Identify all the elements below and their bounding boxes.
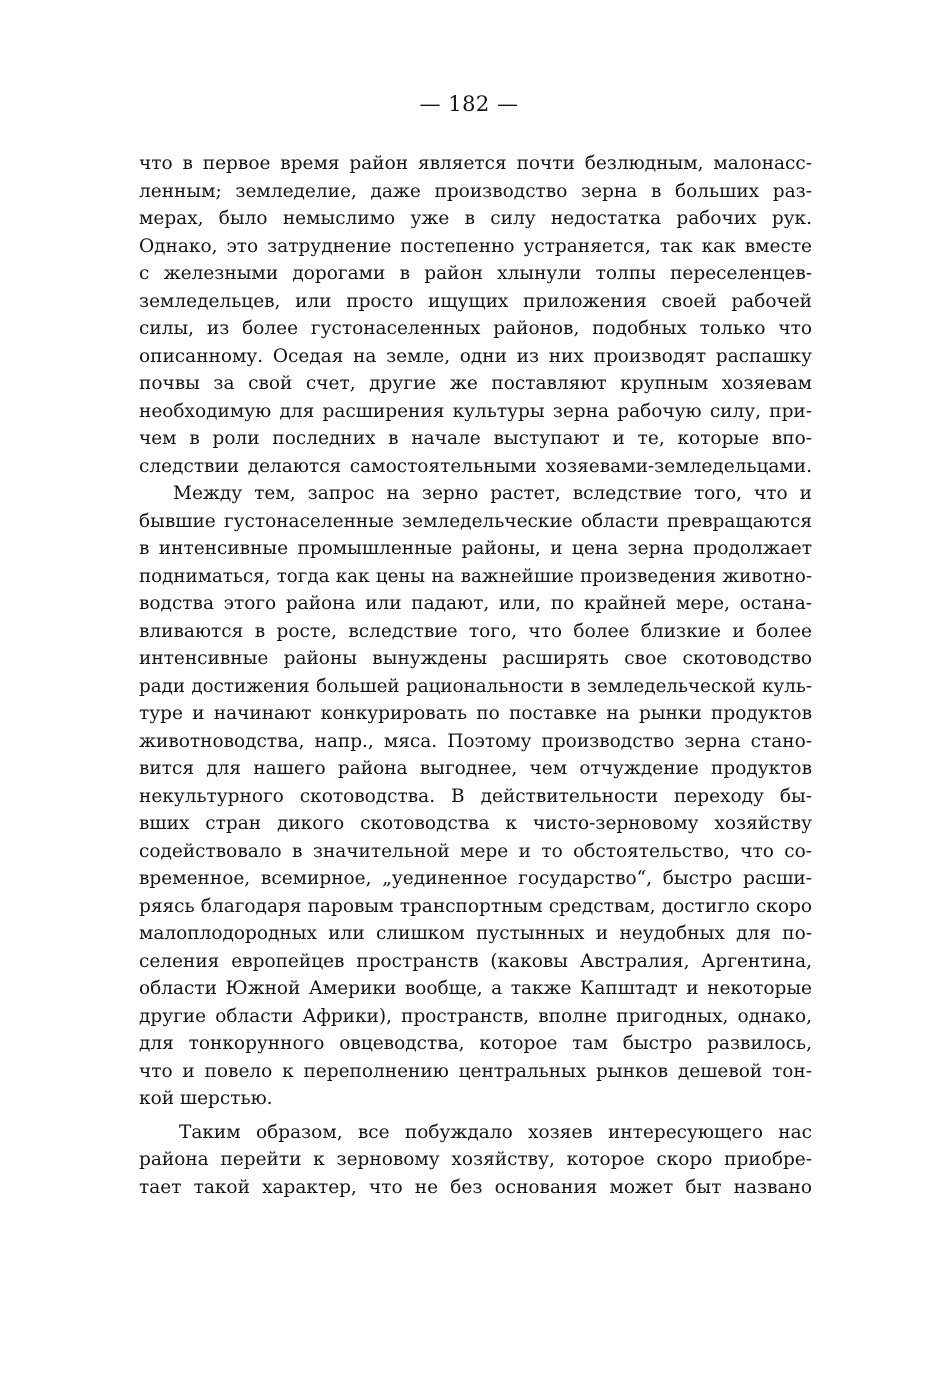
text-line: области Южной Америки вообще, а также Капштадт и некоторые [139,978,812,999]
text-line: интенсивные районы вынуждены расширять свое скотоводство [139,648,812,669]
text-line: что в первое время район является почти безлюдным, малонасс- [139,153,812,174]
text-line: мерах, было немыслимо уже в силу недостатка рабочих рук. [139,208,812,229]
text-line: временное, всемирное, „уединенное государство“, быстро расши- [139,868,812,889]
text-line: земледельцев, или просто ищущих приложения своей рабочей [139,290,812,312]
text-line: тает такой характер, что не без основания может быт названо [139,1176,812,1198]
paragraph-3 [139,1119,812,1202]
text-line: следствии делаются самостоятельными хозяевами-земледельцами. [139,455,812,477]
text-line: района перейти к зерновому хозяйству, которое скоро приобре- [139,1149,812,1170]
text-line: почвы за свой счет, другие же поставляют крупным хозяевам [139,373,812,394]
text-line: животноводства, напр., мяса. Поэтому производство зерна стано- [139,730,812,752]
text-line: малоплодородных или слишком пустынных и неудобных для по- [139,923,812,944]
text-line: описанному. Оседая на земле, одни из них производят распашку [139,345,812,367]
body-text [139,150,812,1201]
text-line: силы, из более густонаселенных районов, подобных только что [139,318,812,339]
text-line: в интенсивные промышленные районы, и цена зерна продолжает [139,538,812,559]
text-line: что и повело к переполнению центральных рынков дешевой тон- [139,1060,812,1082]
text-line: Однако, это затруднение постепенно устраняется, так как вместе [139,235,812,257]
text-line: чем в роли последних в начале выступают и те, которые впо- [139,428,812,449]
text-line: Между тем, запрос на зерно растет, вследствие того, что и [173,483,812,504]
text-line: Таким образом, все побуждало хозяев интересующего нас [179,1121,812,1143]
text-line: селения европейцев пространств (каковы Австралия, Аргентина, [139,950,812,972]
text-line: кой шерстью. [139,1088,273,1109]
text-line: для тонкорунного овцеводства, которое там быстро развилось, [139,1033,812,1054]
text-line: другие области Африки), пространств, вполне пригодных, однако, [139,1005,812,1027]
text-line: содействовало в значительной мере и то обстоятельство, что со- [139,840,812,862]
text-line: необходимую для расширения культуры зерна рабочую силу, при- [139,400,812,422]
text-line: ради достижения большей рациональности в земледельческой куль- [139,675,812,697]
text-line: водства этого района или падают, или, по крайней мере, остана- [139,593,812,614]
text-line: вится для нашего района выгоднее, чем отчуждение продуктов [139,758,812,779]
text-line: ленным; земледелие, даже производство зерна в больших раз- [139,180,812,202]
text-line: бывшие густонаселенные земледельческие области превращаются [139,510,812,532]
text-line: вливаются в росте, вследствие того, что более близкие и более [139,620,812,642]
text-line: подниматься, тогда как цены на важнейшие произведения животно- [139,565,812,587]
text-line: ряясь благодаря паровым транспортным средствам, достигло скоро [139,895,812,917]
paragraph-2 [139,480,812,1113]
text-line: вших стран дикого скотоводства к чисто-зерновому хозяйству [139,813,812,834]
paragraph-1 [139,150,812,480]
text-line: туре и начинают конкурировать по поставке на рынки продуктов [139,703,812,724]
page-number: — 182 — [419,92,519,116]
text-line: с железными дорогами в район хлынули толпы переселенцев- [139,263,812,284]
text-line: некультурного скотоводства. В действительности переходу бы- [139,785,812,807]
